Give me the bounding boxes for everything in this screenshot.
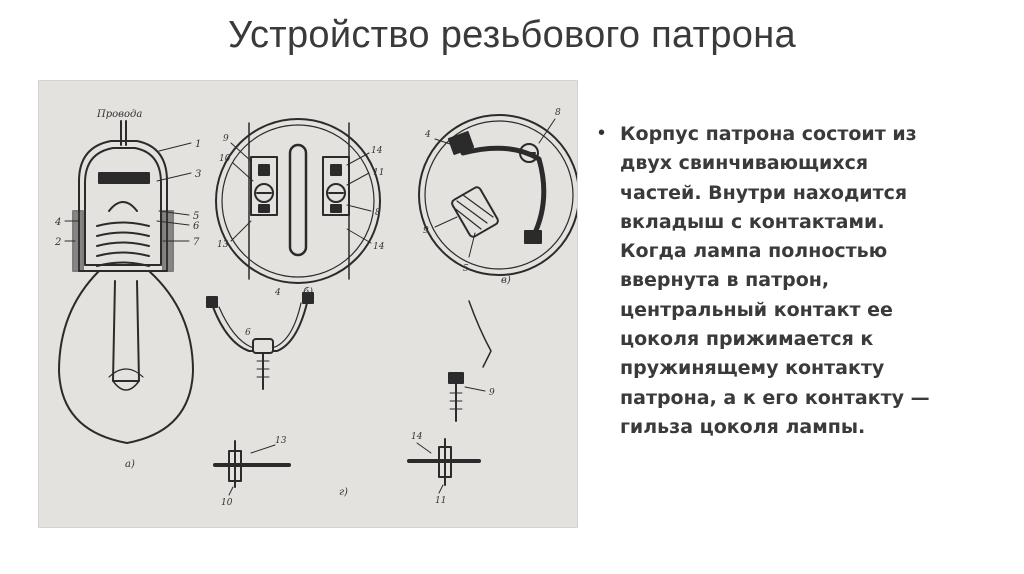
label-12-b: 14 [373, 242, 385, 252]
label-2-a: 2 [55, 237, 62, 248]
label-6-g: 6 [245, 328, 251, 338]
label-4-v: 4 [425, 130, 431, 140]
lamp-socket-figure [38, 80, 578, 528]
socket-drawings [39, 81, 577, 527]
label-10-b: 10 [219, 154, 231, 164]
contact-parts-drawing [207, 293, 491, 495]
label-13-b: 13 [217, 240, 229, 250]
label-5-v: 5 [463, 264, 469, 274]
label-a: а) [125, 459, 135, 470]
label-11-g: 11 [435, 496, 447, 506]
label-1-a: 1 [195, 139, 202, 150]
bullet-list [598, 120, 1003, 442]
label-4-a: 4 [55, 217, 62, 228]
label-5-a: 5 [193, 211, 200, 222]
label-4-g: 4 [275, 288, 281, 298]
label-9-v: 9 [423, 226, 429, 236]
label-14-b: 14 [371, 146, 383, 156]
bullet-text: Корпус патрона состоит из двух свинчивающихся частей. Внутри находится вкладыш с контактами. Когда лампа полностью ввернута в патрон, центральный контакт ее цоколя прижимается к пружинящему контакту патрона, а к его контакту — гильза цоколя лампы. [620, 123, 930, 438]
label-3-a: 3 [195, 169, 202, 180]
lamp-with-socket-drawing [59, 121, 193, 443]
label-v: в) [501, 275, 511, 286]
label-11-b: 11 [373, 168, 385, 178]
label-provoda: Провода [97, 109, 143, 120]
insert-top-view-drawing [216, 119, 380, 283]
label-9-g: 9 [489, 388, 495, 398]
label-g: г) [339, 487, 348, 498]
slide-title: Устройство резьбового патрона [228, 14, 796, 56]
label-8-b: 8 [375, 208, 381, 218]
insert-bottom-view-drawing [419, 115, 577, 275]
label-7-a: 7 [193, 237, 200, 248]
label-13-g: 13 [275, 436, 287, 446]
label-9-b: 9 [223, 134, 229, 144]
bullet-icon: • [598, 122, 606, 144]
label-8-v: 8 [555, 108, 561, 118]
label-10-g: 10 [221, 498, 233, 508]
label-6-a: 6 [193, 221, 200, 232]
label-14-g: 14 [411, 432, 423, 442]
label-b: б) [303, 287, 314, 298]
